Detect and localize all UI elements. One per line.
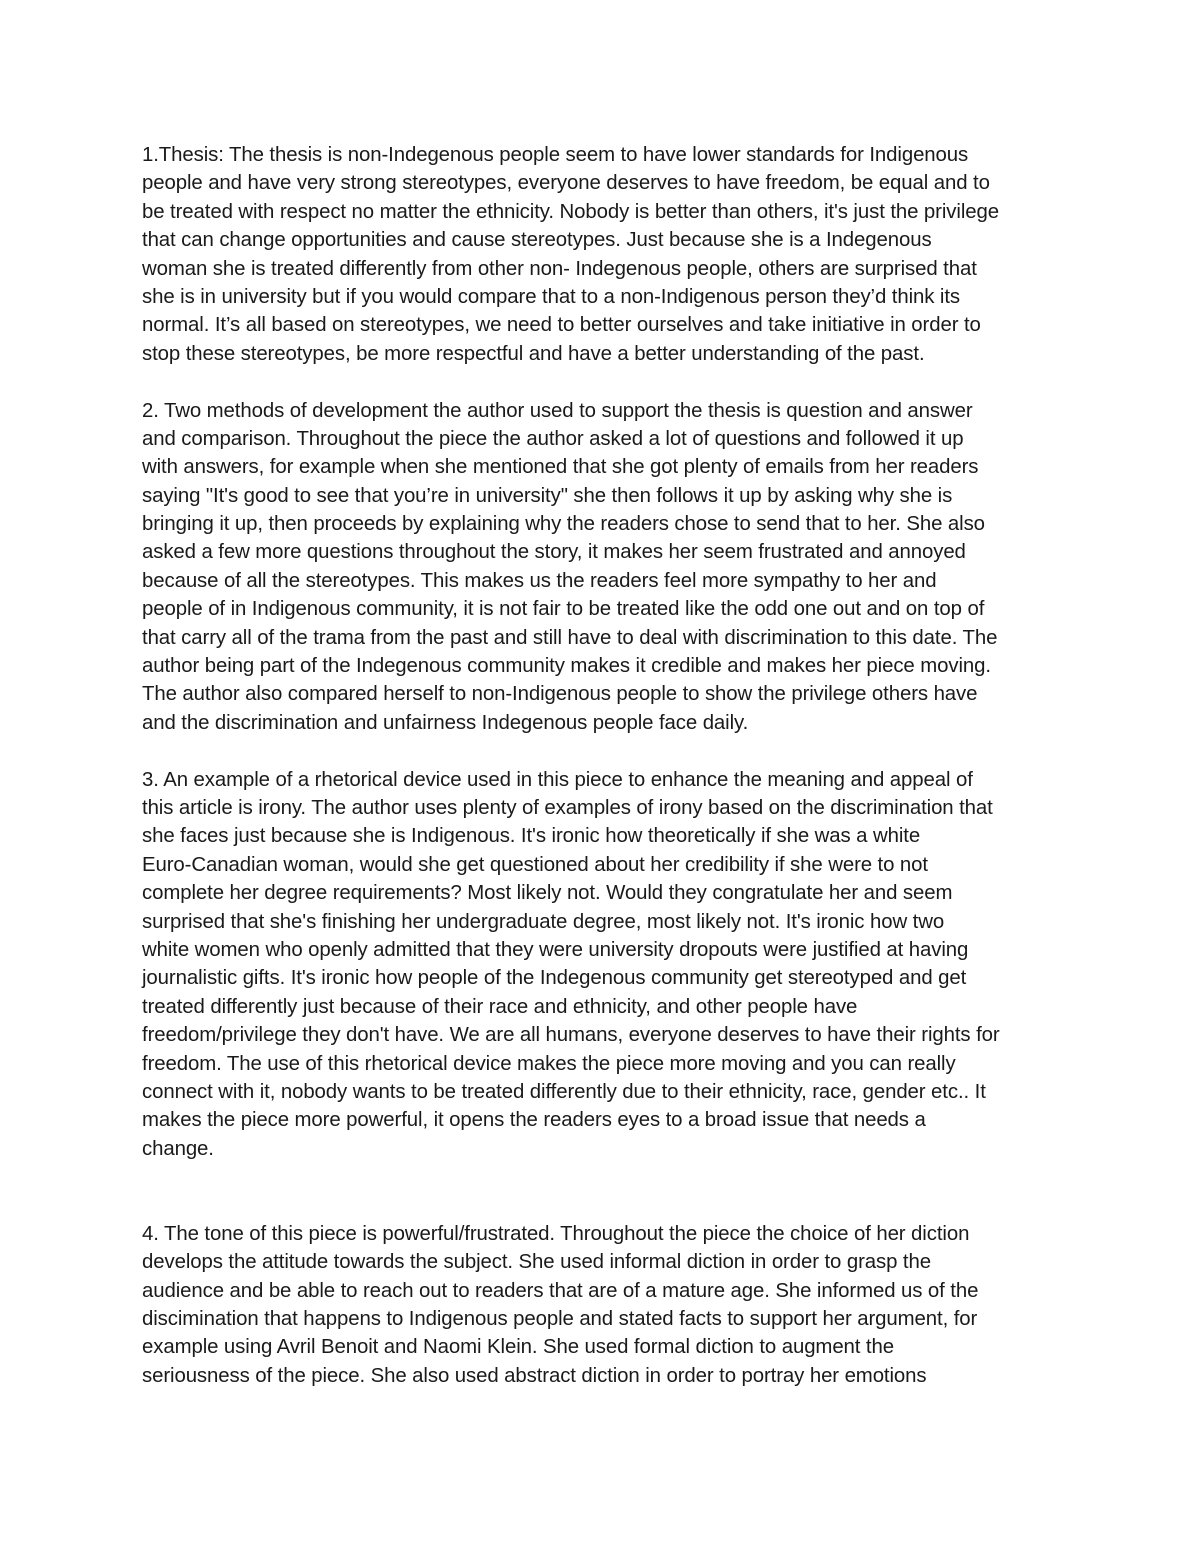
text-line: 1.Thesis: The thesis is non-Indegenous people seem to have lower standards for Indigenous [142,144,969,166]
text-line: The author also compared herself to non-Indigenous people to show the privilege others have [142,683,978,706]
text-line: develops the attitude towards the subject. She used informal diction in order to grasp the [142,1251,931,1274]
text-line: freedom. The use of this rhetorical device makes the piece more moving and you can really [142,1052,956,1075]
text-line: normal. It’s all based on stereotypes, we need to better ourselves and take initiative in order to [142,314,981,337]
text-line: makes the piece more powerful, it opens the readers eyes to a broad issue that needs a [142,1109,926,1132]
text-line: people of in Indigenous community, it is not fair to be treated like the odd one out and on top of [142,598,985,621]
text-line: that carry all of the trama from the past and still have to deal with discrimination to this date. The [142,626,998,649]
text-line: change. [142,1137,214,1160]
text-line: audience and be able to reach out to readers that are of a mature age. She informed us of the [142,1279,979,1302]
text-line: example using Avril Benoit and Naomi Klein. She used formal diction to augment the [142,1336,894,1359]
text-line: discimination that happens to Indigenous people and stated facts to support her argument, for [142,1308,978,1331]
text-line: Euro-Canadian woman, would she get questioned about her credibility if she were to not [142,853,928,876]
text-line: asked a few more questions throughout the story, it makes her seem frustrated and annoyed [142,541,966,564]
text-line: with answers, for example when she mentioned that she got plenty of emails from her readers [142,456,979,479]
text-line: complete her degree requirements? Most likely not. Would they congratulate her and seem [142,882,953,905]
text-line: stop these stereotypes, be more respectful and have a better understanding of the past. [142,342,925,365]
paragraph-rhetorical-device [142,766,1067,1163]
text-line: freedom/privilege they don't have. We are all humans, everyone deserves to have their rights for [142,1024,1000,1047]
text-line: woman she is treated differently from other non- Indegenous people, others are surprised that [142,257,977,280]
text-line: be treated with respect no matter the ethnicity. Nobody is better than others, it's just the privilege [142,200,999,223]
text-line: author being part of the Indegenous community makes it credible and makes her piece moving. [142,655,991,678]
text-line: seriousness of the piece. She also used abstract diction in order to portray her emotions [142,1364,927,1387]
text-line: people and have very strong stereotypes, everyone deserves to have freedom, be equal and to [142,172,990,195]
text-line: connect with it, nobody wants to be treated differently due to their ethnicity, race, gender etc.. It [142,1080,986,1103]
document-page [142,141,1067,1390]
text-line: and comparison. Throughout the piece the author asked a lot of questions and followed it up [142,427,964,450]
text-line: 4. The tone of this piece is powerful/frustrated. Throughout the piece the choice of her diction [142,1222,970,1245]
text-line: because of all the stereotypes. This makes us the readers feel more sympathy to her and [142,569,937,592]
text-line: saying "It's good to see that you’re in university" she then follows it up by asking why she is [142,484,953,507]
text-line: treated differently just because of their race and ethnicity, and other people have [142,995,858,1018]
paragraph-tone [142,1220,1067,1390]
text-line: she faces just because she is Indigenous. It's ironic how theoretically if she was a white [142,825,921,848]
text-line: and the discrimination and unfairness Indegenous people face daily. [142,711,749,734]
text-line: journalistic gifts. It's ironic how people of the Indegenous community get stereotyped and get [142,967,967,990]
text-line: surprised that she's finishing her undergraduate degree, most likely not. It's ironic how two [142,910,945,933]
paragraph-methods [142,397,1067,738]
paragraph-thesis [142,141,1067,368]
text-line: bringing it up, then proceeds by explaining why the readers chose to send that to her. She also [142,513,985,536]
text-line: 3. An example of a rhetorical device used in this piece to enhance the meaning and appeal of [142,768,973,791]
text-line: this article is irony. The author uses plenty of examples of irony based on the discrimination that [142,796,993,819]
text-line: she is in university but if you would compare that to a non-Indigenous person they’d think its [142,285,961,308]
text-line: 2. Two methods of development the author used to support the thesis is question and answer [142,399,973,422]
text-line: white women who openly admitted that they were university dropouts were justified at having [142,938,969,961]
text-line: that can change opportunities and cause stereotypes. Just because she is a Indegenous [142,229,932,252]
